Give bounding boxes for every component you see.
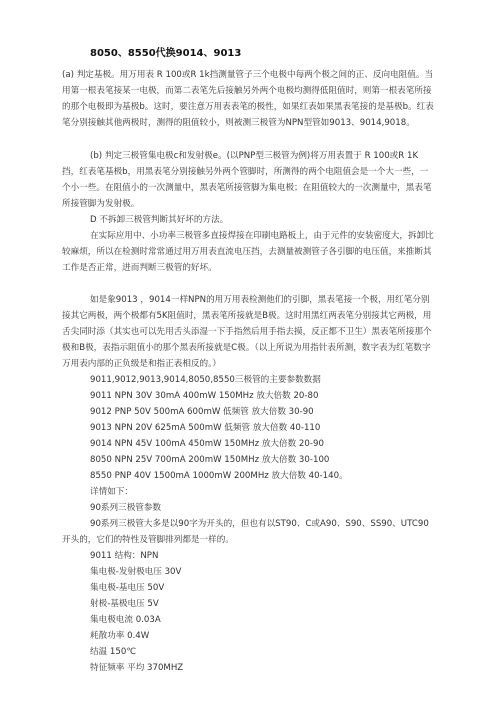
paragraph-9013-test: 如是象9013 ，9014一样NPN的用万用表检测他们的引脚，黑表笔接一个极，用红笔分别接其它两极，两个极都有5K阻值时，黑表笔所接就是B极。这时用黑红两表笔分别接其它两极，用舌尖同时添（其实也可以先用舌头添湿一下手指然后用手指去摸，反正都不卫生）黑表笔所接那个极和B极，表指示阻值小的那个黑表所接就是C极。（以上所说为用指针表所测，数字表为红笔数字万用表内部的正负级是和指正表相反的。） <box>62 295 432 369</box>
paragraph-series: 90系列三极管大多是以90字为开头的，但也有以ST90、C或A90、S90、SS90、UTC90开头的，它们的特性及管脚排列都是一样的。 <box>62 519 429 545</box>
spec-heading: 9011,9012,9013,9014,8050,8550三极管的主要参数数据 <box>90 375 321 385</box>
param-row: 集电极-发射极电压 30V <box>90 567 182 577</box>
param-row: 集电极电流 0.03A <box>90 615 161 625</box>
param-row: 耗散功率 0.4W <box>90 631 150 641</box>
series-heading: 90系列三极管参数 <box>90 503 162 513</box>
paragraph-board-test: 在实际应用中、小功率三极管多直接焊接在印刷电路板上，由于元件的安装密度大，拆卸比较麻烦，所以在检测时常常通过用万用表直流电压挡，去测量被测管子各引脚的电压值，来推断其工作是否正常，进而判断三极管的好坏。 <box>62 231 434 273</box>
param-row: 结温 150℃ <box>90 647 136 657</box>
param-row: 射极-基极电压 5V <box>90 599 159 609</box>
spec-row: 8550 PNP 40V 1500mA 1000mW 200MHz 放大倍数 40-140。 <box>90 471 348 481</box>
paragraph-collector-emitter: (b) 判定三极管集电极c和发射极e。(以PNP型三极管为例)将万用表置于 R 100或R 1K挡，红表笔基极b，用黑表笔分别接触另外两个管脚时，所测得的两个电阻值会是一个大一些，一个小一些。在阻值小的一次测量中，黑表笔所接管脚为集电极；在阻值较大的一次测量中，黑表笔所接管脚为发射极。 <box>62 151 432 209</box>
param-row: 特征频率 平均 370MHZ <box>90 663 184 673</box>
spec-row: 9011 NPN 30V 30mA 400mW 150MHz 放大倍数 20-80 <box>90 391 319 401</box>
spec-row: 8050 NPN 25V 700mA 200mW 150MHz 放大倍数 30-100 <box>90 455 330 465</box>
paragraph-method-heading: D 不拆卸三极管判断其好坏的方法。 <box>90 215 229 225</box>
param-row: 集电极-基电压 50V <box>90 583 165 593</box>
spec-row: 9012 PNP 50V 500mA 600mW 低频管 放大倍数 30-90 <box>90 407 314 417</box>
details-label: 详情如下： <box>90 487 133 497</box>
spec-row: 9014 NPN 45V 100mA 450mW 150MHz 放大倍数 20-90 <box>90 439 324 449</box>
document-title: 8050、8550代换9014、9013 <box>90 48 242 59</box>
param-row: 9011 结构：NPN <box>90 551 159 561</box>
paragraph-base-pin: (a) 判定基极。用万用表 R 100或R 1k挡测量管子三个电极中每两个极之间的正、反向电阻值。当用第一根表笔接某一电极，而第二表笔先后接触另外两个电极均测得低阻值时，则第一根表笔所接的那个电极即为基极b。这时，要注意万用表表笔的极性，如果红表如果黑表笔接的是基极b。红表笔分别接触其他两极时，测得的阻值较小，则被测三极管为NPN型管如9013、9014,9018。 <box>62 70 434 128</box>
spec-row: 9013 NPN 20V 625mA 500mW 低频管 放大倍数 40-110 <box>90 423 321 433</box>
